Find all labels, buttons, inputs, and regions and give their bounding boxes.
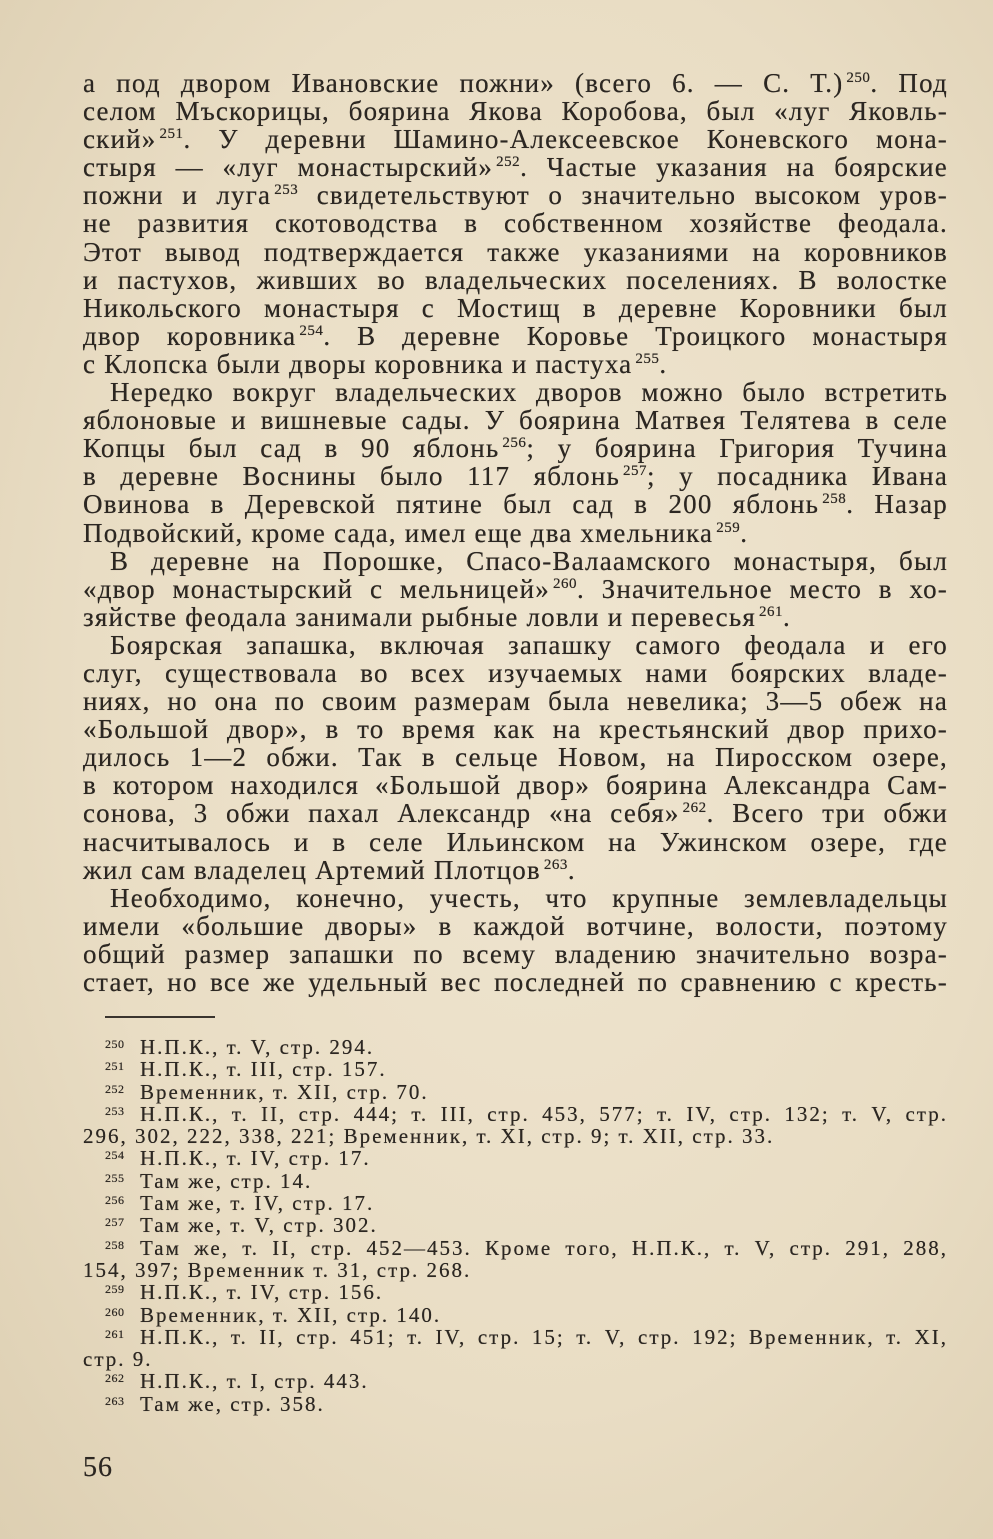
text-line (83, 322, 948, 350)
text-line (83, 940, 948, 968)
footnote-text: Временник, т. XII, стр. 140. (140, 1302, 442, 1327)
footnote (83, 1326, 948, 1371)
footnote-ref: 258 (822, 491, 847, 508)
text-segment: Копцы был сад в 90 яблонь (83, 433, 500, 464)
footnote-text-line (83, 1348, 948, 1370)
footnote-ref: 250 (846, 70, 871, 86)
text-segment: не развития скотоводства в собственном хозяйстве феодала. (83, 208, 948, 239)
text-line (83, 350, 948, 378)
footnote (83, 1058, 948, 1080)
text-line (83, 771, 948, 799)
footnote-text-line: 259 Н.П.К., т. IV, стр. 156. (105, 1280, 384, 1305)
footnote (83, 1192, 948, 1214)
footnote-separator (105, 1016, 215, 1018)
text-line (83, 490, 948, 518)
footnote-ref: 253 (274, 182, 299, 199)
text-segment: общий размер запашки по всему владению значительно возра- (83, 938, 948, 969)
footnote-ref: 254 (299, 322, 324, 339)
text-line (83, 97, 948, 125)
text-segment: Этот вывод подтверждается также указаниями на коровников (83, 236, 948, 267)
text-segment: а под двором Ивановские пожни» (всего 6. — С. Т.) (83, 68, 844, 98)
text-line (83, 547, 948, 575)
text-line (83, 181, 948, 209)
text-segment: в деревне Воснины было 117 яблонь (83, 461, 621, 492)
text-line (83, 884, 948, 912)
footnote (83, 1281, 948, 1303)
text-line (83, 799, 948, 827)
text-segment: и пастухов, живших во владельческих поселениях. В волостке (83, 264, 948, 295)
text-segment: жил сам владелец Артемий Плотцов (83, 854, 541, 885)
text-segment: сонова, 3 обжи пахал Александр «на себя» (83, 798, 680, 829)
footnote-text-line (83, 1125, 948, 1147)
text-segment: двор коровника (83, 320, 297, 351)
footnote-text: Там же, стр. 358. (140, 1391, 325, 1416)
footnote (83, 1103, 948, 1148)
footnote-text-line: 258 Там же, т. II, стр. 452—453. Кроме того, Н.П.К., т. V, стр. 291, 288, (105, 1235, 948, 1260)
footnote (83, 1393, 948, 1415)
text-segment: Боярская запашка, включая запашку самого феодала и его (110, 629, 948, 660)
text-line (83, 743, 948, 771)
text-segment: . (659, 348, 668, 379)
paragraph (83, 378, 948, 547)
footnote-text: Н.П.К., т. I, стр. 443. (140, 1369, 369, 1394)
footnote-text: Там же, т. II, стр. 452—453. Кроме того, Н.П.К., т. V, стр. 291, 288, (140, 1235, 948, 1260)
text-segment: насчитывалось и в селе Ильинском на Ужинском озере, где (83, 826, 948, 857)
footnote-text: Н.П.К., т. IV, стр. 17. (140, 1146, 371, 1171)
text-segment: слуг, существовала во всех изучаемых нами боярских владе- (83, 657, 948, 688)
footnote-ref: 252 (496, 154, 521, 171)
text-segment: зяйстве феодала занимали рыбные ловли и перевесья (83, 601, 756, 632)
text-line (83, 575, 948, 603)
text-segment: . Назар (846, 489, 948, 520)
footnote-text: Там же, т. V, стр. 302. (140, 1213, 378, 1238)
text-line (83, 462, 948, 490)
footnote (83, 1304, 948, 1326)
text-segment: пожни и луга (83, 180, 272, 211)
footnote-text: Временник, т. XII, стр. 70. (140, 1079, 429, 1104)
text-segment: ; у боярина Григория Тучина (526, 433, 948, 464)
footnote-text-line: 256 Там же, т. IV, стр. 17. (105, 1191, 375, 1216)
text-line (83, 125, 948, 153)
text-segment: имели «большие дворы» в каждой вотчине, волости, поэтому (83, 910, 948, 941)
footnote-text-line: 253 Н.П.К., т. II, стр. 444; т. III, стр. 453, 577; т. IV, стр. 132; т. V, стр. (105, 1101, 948, 1126)
footnote-text-line: 257 Там же, т. V, стр. 302. (105, 1213, 378, 1238)
text-line (83, 968, 948, 996)
footnotes (83, 1036, 948, 1415)
text-segment: . (740, 517, 749, 548)
footnote (83, 1036, 948, 1058)
text-segment: в котором находился «Большой двор» боярина Александра Сам- (83, 770, 948, 801)
text-segment: . Под (870, 68, 948, 98)
footnote-text-line: 254 Н.П.К., т. IV, стр. 17. (105, 1146, 371, 1171)
footnote (83, 1237, 948, 1282)
text-segment: «Большой двор», в то время как на крестьянский двор прихо- (83, 714, 948, 745)
text-line (83, 238, 948, 266)
footnote (83, 1214, 948, 1236)
footnote-text: стр. 9. (83, 1347, 153, 1372)
footnote-ref: 257 (623, 463, 648, 480)
text-line (83, 659, 948, 687)
text-segment: . (782, 601, 791, 632)
text-line (83, 687, 948, 715)
text-segment: стыря — «луг монастырский» (83, 152, 494, 183)
text-line (83, 912, 948, 940)
footnote (83, 1081, 948, 1103)
text-line (83, 406, 948, 434)
text-segment: дилось 1—2 обжи. Так в сельце Новом, на Пиросском озере, (83, 742, 948, 773)
text-segment: В деревне на Порошке, Спасо-Валаамского монастыря, был (110, 545, 948, 576)
text-line (83, 209, 948, 237)
footnote-ref: 255 (635, 350, 660, 367)
footnote-text-line: 252 Временник, т. XII, стр. 70. (105, 1079, 429, 1104)
footnote-text: Там же, стр. 14. (140, 1168, 313, 1193)
footnote-text: Н.П.К., т. II, стр. 451; т. IV, стр. 15; т. V, стр. 192; Временник, т. XI, (140, 1324, 948, 1349)
footnote-ref: 261 (758, 603, 783, 620)
paragraph (83, 631, 948, 884)
text-segment: ский» (83, 124, 157, 155)
footnote (83, 1170, 948, 1192)
text-segment: селом Мъскорицы, боярина Якова Коробова, был «луг Яковль- (83, 96, 948, 127)
footnote-text: 296, 302, 222, 338, 221; Временник, т. XI, стр. 9; т. XII, стр. 33. (83, 1124, 775, 1149)
text-segment: Подвойский, кроме сада, имел еще два хмельника (83, 517, 714, 548)
text-segment: свидетельствуют о значительно высоком уров- (298, 180, 948, 211)
text-line (83, 378, 948, 406)
footnote-ref: 251 (159, 126, 184, 143)
text-line (83, 69, 948, 97)
paragraph (83, 547, 948, 631)
text-line (83, 266, 948, 294)
paragraph (83, 69, 948, 378)
footnote (83, 1147, 948, 1169)
text-line (83, 828, 948, 856)
text-line (83, 715, 948, 743)
text-segment: стает, но все же удельный вес последней по сравнению с кресть- (83, 967, 948, 997)
footnote-text: Н.П.К., т. III, стр. 157. (140, 1057, 387, 1082)
footnote-text-line: 250 Н.П.К., т. V, стр. 294. (105, 1035, 375, 1059)
footnote (83, 1370, 948, 1392)
text-segment: «двор монастырский с мельницей» (83, 573, 550, 604)
footnote-text: 154, 397; Временник т. 31, стр. 268. (83, 1257, 472, 1282)
footnote-text-line: 251 Н.П.К., т. III, стр. 157. (105, 1057, 387, 1082)
text-segment: ниях, но она по своим размерам была невелика; 3—5 обеж на (83, 686, 948, 717)
text-line (83, 434, 948, 462)
paragraph (83, 884, 948, 996)
footnote-text: Там же, т. IV, стр. 17. (140, 1191, 375, 1216)
text-line (83, 153, 948, 181)
footnote-text: Н.П.К., т. II, стр. 444; т. III, стр. 453, 577; т. IV, стр. 132; т. V, стр. (140, 1101, 948, 1126)
text-segment: с Клопска были дворы коровника и пастуха (83, 348, 633, 379)
footnote-ref: 260 (553, 575, 577, 592)
text-line (83, 631, 948, 659)
footnote-text-line (83, 1259, 948, 1281)
footnote-ref: 262 (682, 800, 707, 817)
text-segment: Необходимо, конечно, учесть, что крупные землевладельцы (110, 882, 948, 913)
text-line (83, 856, 948, 884)
text-segment: . В деревне Коровье Троицкого монастыря (323, 320, 948, 351)
page-number: 56 (83, 1452, 113, 1483)
text-line (83, 603, 948, 631)
text-segment: яблоновые и вишневые сады. У боярина Матвея Телятева в селе (83, 405, 948, 436)
footnote-text-line: 261 Н.П.К., т. II, стр. 451; т. IV, стр. 15; т. V, стр. 192; Временник, т. XI, (105, 1324, 948, 1349)
text-segment: . (567, 854, 576, 885)
footnote-text: Н.П.К., т. IV, стр. 156. (140, 1280, 384, 1305)
footnote-text-line: 262 Н.П.К., т. I, стр. 443. (105, 1369, 369, 1394)
text-segment: . У деревни Шамино-Алексеевское Коневского мона- (183, 124, 948, 155)
text-segment: ; у посадника Ивана (647, 461, 948, 492)
footnote-text-line: 255 Там же, стр. 14. (105, 1168, 313, 1193)
footnote-text-line: 260 Временник, т. XII, стр. 140. (105, 1302, 442, 1327)
text-line (83, 519, 948, 547)
text-segment: Овинова в Деревской пятине был сад в 200 яблонь (83, 489, 820, 520)
text-segment: . Всего три обжи (706, 798, 948, 829)
text-segment: . Частые указания на боярские (520, 152, 948, 183)
text-segment: Никольского монастыря с Мостищ в деревне Коровники был (83, 292, 948, 323)
footnote-text: Н.П.К., т. V, стр. 294. (140, 1035, 375, 1059)
main-text (83, 69, 948, 996)
footnote-text-line: 263 Там же, стр. 358. (105, 1391, 325, 1416)
text-segment: Нередко вокруг владельческих дворов можно было встретить (110, 377, 948, 408)
text-line (83, 294, 948, 322)
footnote-ref: 263 (543, 856, 568, 873)
footnote-ref: 259 (716, 519, 741, 536)
footnote-ref: 256 (502, 435, 527, 452)
text-segment: . Значительное место в хо- (577, 573, 948, 604)
